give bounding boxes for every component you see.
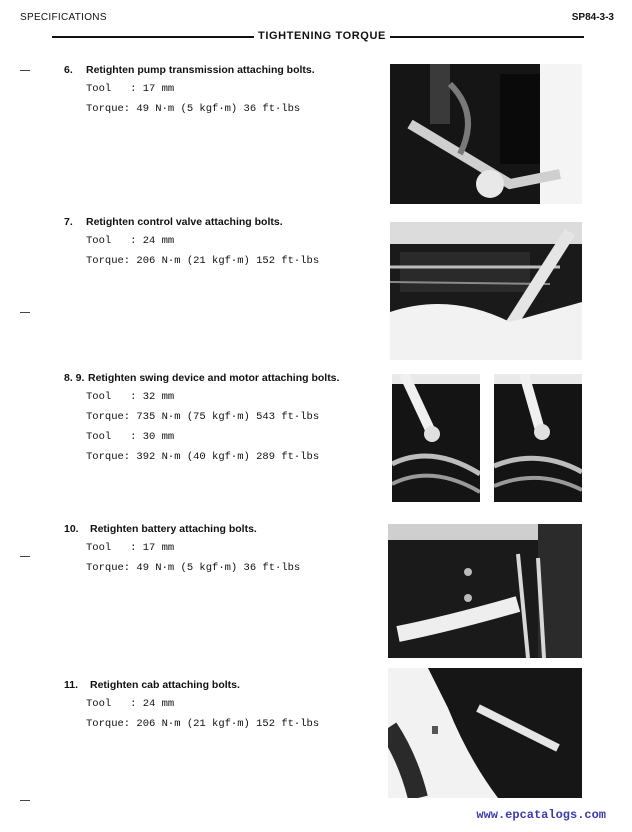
section-7 xyxy=(64,216,364,275)
section-heading: Retighten swing device and motor attaching bolts. xyxy=(88,372,340,384)
section-title xyxy=(64,372,384,384)
tool-line: Tool : 17 mm xyxy=(86,83,175,95)
section-number: 8. 9. xyxy=(64,372,85,384)
section-heading: Retighten pump transmission attaching bolts. xyxy=(86,64,315,76)
torque-line: Torque: 392 N·m (40 kgf·m) 289 ft·lbs xyxy=(86,451,320,463)
margin-mark xyxy=(20,312,30,313)
torque-line: Torque: 206 N·m (21 kgf·m) 152 ft·lbs xyxy=(86,255,320,267)
section-number: 6. xyxy=(64,64,73,76)
section-title xyxy=(64,679,364,691)
photo-battery xyxy=(388,524,582,658)
tool-line: Tool : 24 mm xyxy=(86,235,175,247)
section-heading: Retighten cab attaching bolts. xyxy=(90,679,240,691)
section-number: 10. xyxy=(64,523,79,535)
section-number: 7. xyxy=(64,216,73,228)
footer-website-link[interactable]: www.epcatalogs.com xyxy=(476,808,606,822)
torque-line: Torque: 735 N·m (75 kgf·m) 543 ft·lbs xyxy=(86,411,320,423)
torque-line: Torque: 49 N·m (5 kgf·m) 36 ft·lbs xyxy=(86,103,301,115)
tool-line: Tool : 30 mm xyxy=(86,431,175,443)
title-rule-right-line xyxy=(382,36,584,38)
header-section-label: SPECIFICATIONS xyxy=(20,12,107,23)
page-title: TIGHTENING TORQUE xyxy=(254,30,390,42)
section-number: 11. xyxy=(64,679,79,691)
tool-line: Tool : 24 mm xyxy=(86,698,175,710)
title-rule-left-line xyxy=(52,36,258,38)
section-heading: Retighten battery attaching bolts. xyxy=(90,523,257,535)
tool-line: Tool : 32 mm xyxy=(86,391,175,403)
header-page-code: SP84-3-3 xyxy=(571,12,614,23)
photo-pump-transmission xyxy=(390,64,582,204)
photo-control-valve xyxy=(390,222,582,360)
photo-swing-motor xyxy=(494,374,582,502)
photo-cab xyxy=(388,668,582,798)
margin-mark xyxy=(20,70,30,71)
section-heading: Retighten control valve attaching bolts. xyxy=(86,216,283,228)
section-title xyxy=(64,523,364,535)
section-title xyxy=(64,64,364,76)
margin-mark xyxy=(20,556,30,557)
section-title xyxy=(64,216,364,228)
photo-swing-device xyxy=(392,374,480,502)
margin-mark xyxy=(20,800,30,801)
section-10 xyxy=(64,523,364,582)
torque-line: Torque: 206 N·m (21 kgf·m) 152 ft·lbs xyxy=(86,718,320,730)
tool-line: Tool : 17 mm xyxy=(86,542,175,554)
title-rule xyxy=(52,30,584,44)
torque-line: Torque: 49 N·m (5 kgf·m) 36 ft·lbs xyxy=(86,562,301,574)
section-11 xyxy=(64,679,364,738)
section-6 xyxy=(64,64,364,123)
section-8-9 xyxy=(64,372,384,471)
